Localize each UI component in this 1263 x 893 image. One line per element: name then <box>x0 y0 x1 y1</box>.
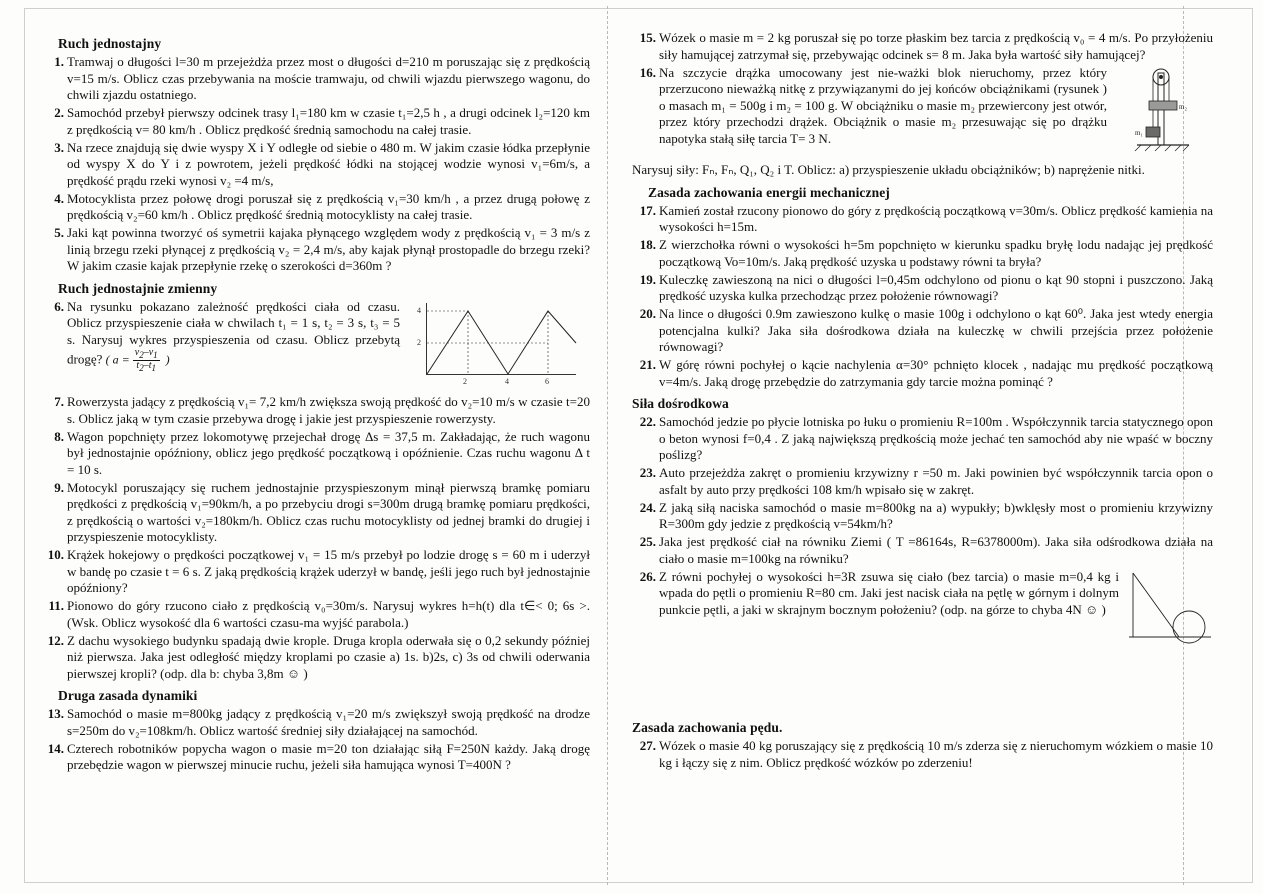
task-text: Wagon popchnięty przez lokomotywę przejechał drogę Δs = 37,5 m. Zakładając, że ruch wagonu był jednostajnie opóźniony, oblicz jego prędkość początkową i opóźnienie. Czas ruchu wagonu Δ t = 10 s. <box>67 428 590 477</box>
velocity-time-graph <box>408 301 584 391</box>
task-list-ruch-jednostajnie-zmienny <box>42 299 590 683</box>
task-text-with-figure <box>67 299 590 393</box>
task-item <box>632 465 1213 498</box>
task-number: 20. <box>639 306 656 321</box>
vertical-gap <box>632 654 1213 714</box>
task-item <box>632 414 1213 464</box>
task-text: Na szczycie drążka umocowany jest nie-ważki blok nieruchomy, przez który przerzucono nieważką nitkę z przywiązanymi do jej końców obciążnikami (rysunek ) o masach m₁ = 500g i m₂ = 100 g. W obciążniku o masie m₂ przewiercony jest otwór, przez który przechodzi drążek. Obciążnik o masie m₂ przesuwając się po drążku napotyka stałą siłę tarcia T= 3 N. <box>659 64 1107 146</box>
task-text: Kamień został rzucony pionowo do góry z prędkością początkową v=30m/s. Oblicz prędkość kamienia na wysokości h=15m. <box>659 202 1213 234</box>
task-number: 25. <box>639 534 656 549</box>
pulley-drawing <box>1115 65 1211 159</box>
section-heading-sila-dosrodkowa: Siła dośrodkowa <box>632 396 729 411</box>
task-text-with-figure <box>659 65 1213 161</box>
task-text: Z jaką siłą naciska samochód o masie m=800kg na a) wypukły; b)wklęsły most o promieniu krzywizny R=300m gdy jedzie z prędkością v=54km/h? <box>659 499 1213 531</box>
task-text: Na rysunku pokazano zależność prędkości ciała od czasu. Oblicz przyspieszenie ciała w chwilach t₁ = 1 s, t₂ = 3 s, t₃ = 5 s. Narysuj wykres przyspieszenia od czasu. Oblicz przebytą drogę? <box>67 298 400 367</box>
task-text: Wózek o masie m = 2 kg poruszał się po torze płaskim bez tarcia z prędkością v₀ = 4 m/s. Po przyłożeniu siły hamującej zatrzymał się, przebywając odcinek s= 8 m. Jaka była wartość siły hamującej? <box>659 30 1213 62</box>
task-list-energia-mechaniczna <box>632 203 1213 391</box>
task-item <box>42 598 590 631</box>
task-item <box>632 500 1213 533</box>
task-item <box>42 105 590 138</box>
task-number: 4. <box>54 190 64 206</box>
task-number: 8. <box>54 428 64 444</box>
task-item <box>42 706 590 739</box>
task-text: Samochód jedzie po płycie lotniska po łuku o promieniu R=100m . Współczynnik tarcia statycznego opon o beton wynosi f=0,4 . Z jaką największą prędkością może jechać ten samochód aby nie wpaść w boczny poślizg? <box>659 414 1213 462</box>
task-item <box>42 299 590 393</box>
task-text: Samochód o masie m=800kg jadący z prędkością v₁=20 m/s zwiększył swoją prędkość na drodze s=250m do v₂=108km/h. Oblicz wartość średniej siły działającej na samochód. <box>67 706 590 738</box>
task-item <box>42 429 590 479</box>
task-list-sila-dosrodkowa <box>632 414 1213 653</box>
task-item <box>632 569 1213 653</box>
task-item <box>42 547 590 597</box>
task-number: 15. <box>639 30 656 45</box>
left-column <box>0 0 608 893</box>
graph-plot-line <box>408 301 584 391</box>
section-heading-zasada-zachowania-energii: Zasada zachowania energii mechanicznej <box>648 184 890 200</box>
task-text: Wózek o masie 40 kg poruszający się z prędkością 10 m/s zderza się z nieruchomym wózkiem o masie 10 kg i łączy się z nim. Oblicz prędkość wózków po zderzeniu! <box>659 738 1213 770</box>
task-number: 24. <box>639 499 656 515</box>
task-text: Z wierzchołka równi o wysokości h=5m popchnięto w kierunku spadku bryłę lodu nadając jej prędkość początkową Vo=10m/s. Jaką prędkość uzyska u podstawy równi ta bryła? <box>659 237 1213 269</box>
task-formula: ( a = $\frac{v_2-v_1}{t_2-t_1}$ ) <box>105 347 170 374</box>
right-column <box>608 0 1263 893</box>
task-number: 23. <box>639 465 656 480</box>
task-number: 2. <box>54 105 64 120</box>
task-item <box>632 534 1213 567</box>
task-number: 7. <box>54 394 64 409</box>
section-heading-zasada-zachowania-pedu: Zasada zachowania pędu. <box>632 720 783 735</box>
task-number: 9. <box>54 479 64 495</box>
task-item <box>42 741 590 774</box>
task-item <box>632 203 1213 236</box>
task-item <box>42 633 590 683</box>
task-number: 3. <box>54 139 64 155</box>
task-number: 13. <box>47 706 64 721</box>
task-text: Czterech robotników popycha wagon o masie m=20 ton działając siłą F=250N każdy. Jaką drogę przebędzie wagon w pierwszej minucie ruchu, jeżeli siła hamująca wynosi T=400N ? <box>67 740 590 772</box>
task-text: Na lince o długości 0.9m zawieszono kulkę o masie 100g i odchylono o kąt 60⁰. Jaka jest wtedy energia potencjalna kulki? Jaka siła dośrodkowa działa na kuleczkę w chwili przejścia przez położenie równowagi? <box>659 306 1213 354</box>
task-text: Z równi pochyłej o wysokości h=3R zsuwa się ciało (bez tarcia) o masie m=0,4 kg i wpada do pętli o promieniu R=80 cm. Jaki jest nacisk ciała na pętlę w górnym i dolnym punkcie pętli, a jaki w skrajnym bocznym położeniu? (odp. na górze to chyba 4N ☺ ) <box>659 568 1119 617</box>
task-number: 12. <box>47 632 64 648</box>
task-item <box>42 225 590 275</box>
loop-drawing <box>1127 571 1213 651</box>
task-number: 14. <box>47 740 64 756</box>
task-text: Samochód przebył pierwszy odcinek trasy l₁=180 km w czasie t₁=2,5 h , a drugi odcinek l₂=120 km z prędkością v= 80 km/h . Oblicz prędkość średnią samochodu na całej trasie. <box>67 105 590 137</box>
task-item <box>42 54 590 104</box>
loop-diagram <box>1127 571 1213 651</box>
task-item <box>42 140 590 190</box>
task-item <box>632 306 1213 356</box>
task-text: Kuleczkę zawieszoną na nici o długości l=0,45m odchylono od pionu o kąt 90 stopni i puszczono. Jaką prędkość uzyska kulka przechodząc przez położenie równowagi? <box>659 271 1213 303</box>
task-text: Auto przejeżdża zakręt o promieniu krzywizny r =50 m. Jaki powinien być współczynnik tarcia opon o asfalt by auto przy prędkości 108 km/h wpisało się w zakręt. <box>659 465 1213 497</box>
task-text: W górę równi pochyłej o kącie nachylenia α=30° pchnięto klocek , nadając mu prędkość początkową v=4m/s. Jaką drogę przebędzie do zatrzymania gdy tarcie można pominąć ? <box>659 357 1213 389</box>
task-item-continuation <box>632 162 1213 179</box>
task-number: 16. <box>639 64 656 80</box>
task-list-druga-zasada-dynamiki <box>42 706 590 774</box>
task-text: Rowerzysta jadący z prędkością v₁= 7,2 km/h zwiększa swoją prędkość do v₂=10 m/s w czasie t=20 s. Oblicz jaką w tym czasie przebywa drogę i jakie jest przyspieszenie rowerzysty. <box>67 394 590 426</box>
task-item <box>632 237 1213 270</box>
task-number: 10. <box>47 547 64 562</box>
task-list-dynamika-cd <box>632 30 1213 179</box>
task-text: Z dachu wysokiego budynku spadają dwie krople. Druga kropla oderwała się o 0,2 sekundy później niż pierwsza. Jaka jest odległość między kroplami po czasie a) 1s. b)2s, c) 3s od chwili oderwania pierwszej kropli? (odp. dla b: chyba 3,8m ☺ ) <box>67 632 590 681</box>
task-text: Pionowo do góry rzucono ciało z prędkością v₀=30m/s. Narysuj wykres h=h(t) dla t∈< 0; 6s >. (Wsk. Oblicz wysokość dla 6 wartości czasu-ma wyjść parabola.) <box>67 598 590 630</box>
graph-xtick-6: 6 <box>545 376 549 386</box>
pulley-diagram <box>1115 65 1211 159</box>
section-heading-druga-zasada-dynamiki: Druga zasada dynamiki <box>58 688 198 703</box>
section-heading-ruch-jednostajny: Ruch jednostajny <box>58 36 162 51</box>
task-list-ruch-jednostajny <box>42 54 590 275</box>
task-item <box>632 30 1213 63</box>
task-item <box>632 738 1213 771</box>
task-number: 6. <box>54 298 64 314</box>
task-number: 19. <box>639 271 656 287</box>
formula-fraction <box>133 348 160 374</box>
task-text: Krążek hokejowy o prędkości początkowej v₁ = 15 m/s przebył po lodzie drogę s = 60 m i uderzył w bandę po czasie t = 6 s. Z jaką prędkością krążek uderzył w bandę, jeśli jego ruch był jednostajnie opóźniony? <box>67 547 590 595</box>
task-item <box>632 272 1213 305</box>
task-text: Jaka jest prędkość ciał na równiku Ziemi ( T =86164s, R=6378000m). Jaka siła odśrodkowa działa na ciało o masie m=100kg na równiku? <box>659 534 1213 566</box>
task-item <box>42 191 590 224</box>
graph-xtick-4: 4 <box>505 376 509 386</box>
formula-denominator: $t_2-t_1$ <box>136 360 156 374</box>
task-text: Tramwaj o długości l=30 m przejeżdża przez most o długości d=210 m poruszając się z prędkością v=15 m/s. Oblicz czas przebywania na moście tramwaju, od chwili wjazdu pierwszego wagonu, do chwili zjazdu ostatniego. <box>67 54 590 102</box>
svg-text:m₁: m₁ <box>1135 128 1143 137</box>
task-text: Na rzece znajdują się dwie wyspy X i Y odległe od siebie o 480 m. W jakim czasie łódka przepłynie od wyspy X do Y i z powrotem, jeżeli prędkość łódki na stojącej wodzie wynosi v₁=6m/s, a prędkość prądu rzeki wynosi v₂ =4 m/s, <box>67 139 590 188</box>
task-text: Motocyklista przez połowę drogi poruszał się z prędkością v₁=30 km/h , a przez drugą połowę z prędkością v₂=60 km/h . Oblicz prędkość średnią motocyklisty na całej trasie. <box>67 190 590 222</box>
svg-text:m₂: m₂ <box>1179 102 1187 111</box>
graph-xtick-2: 2 <box>463 376 467 386</box>
task-list-zasada-zachowania-pedu <box>632 738 1213 771</box>
task-text: Motocykl poruszający się ruchem jednostajnie przyspieszonym minął pierwszą bramkę pomiaru prędkości z prędkością v₁=90km/h, a po przebyciu drogi s=300m drugą bramkę pomiaru prędkości, z prędkością o wartości v₂=180km/h. Oblicz czas ruchu motocyklisty od jednej bramki do drugiej i przyspieszenie motocyklisty. <box>67 479 590 544</box>
task-text: Narysuj siły: Fₙ, Fₙ, Q₁, Q₂ i T. Oblicz: a) przyspieszenie układu obciążników; b) naprężenie nitki. <box>632 162 1145 177</box>
task-number: 1. <box>54 54 64 69</box>
task-number: 22. <box>639 414 656 429</box>
graph-ytick-4: 4 <box>417 305 421 315</box>
task-number: 5. <box>54 225 64 240</box>
task-item <box>42 480 590 546</box>
task-number: 11. <box>48 598 64 613</box>
task-number: 26. <box>639 568 656 584</box>
task-number: 17. <box>639 202 656 218</box>
graph-ytick-2: 2 <box>417 337 421 347</box>
formula-numerator: $v_2-v_1$ <box>134 347 158 360</box>
task-number: 21. <box>639 357 656 372</box>
task-item <box>632 357 1213 390</box>
task-item <box>42 394 590 427</box>
task-number: 18. <box>639 237 656 252</box>
task-text: Jaki kąt powinna tworzyć oś symetrii kajaka płynącego względem wody z prędkością v₁ = 3 m/s z linią brzegu rzeki płynącej z prędkością v₂ = 2,4 m/s, aby kajak płynął prostopadle do brzegu rzeki? W jakim czasie kajak przepłynie rzekę o szerokości d=360m ? <box>67 225 590 273</box>
task-number: 27. <box>639 738 656 753</box>
task-item <box>632 65 1213 161</box>
task-text-with-figure <box>659 569 1213 653</box>
section-heading-ruch-jednostajnie-zmienny: Ruch jednostajnie zmienny <box>58 280 218 296</box>
